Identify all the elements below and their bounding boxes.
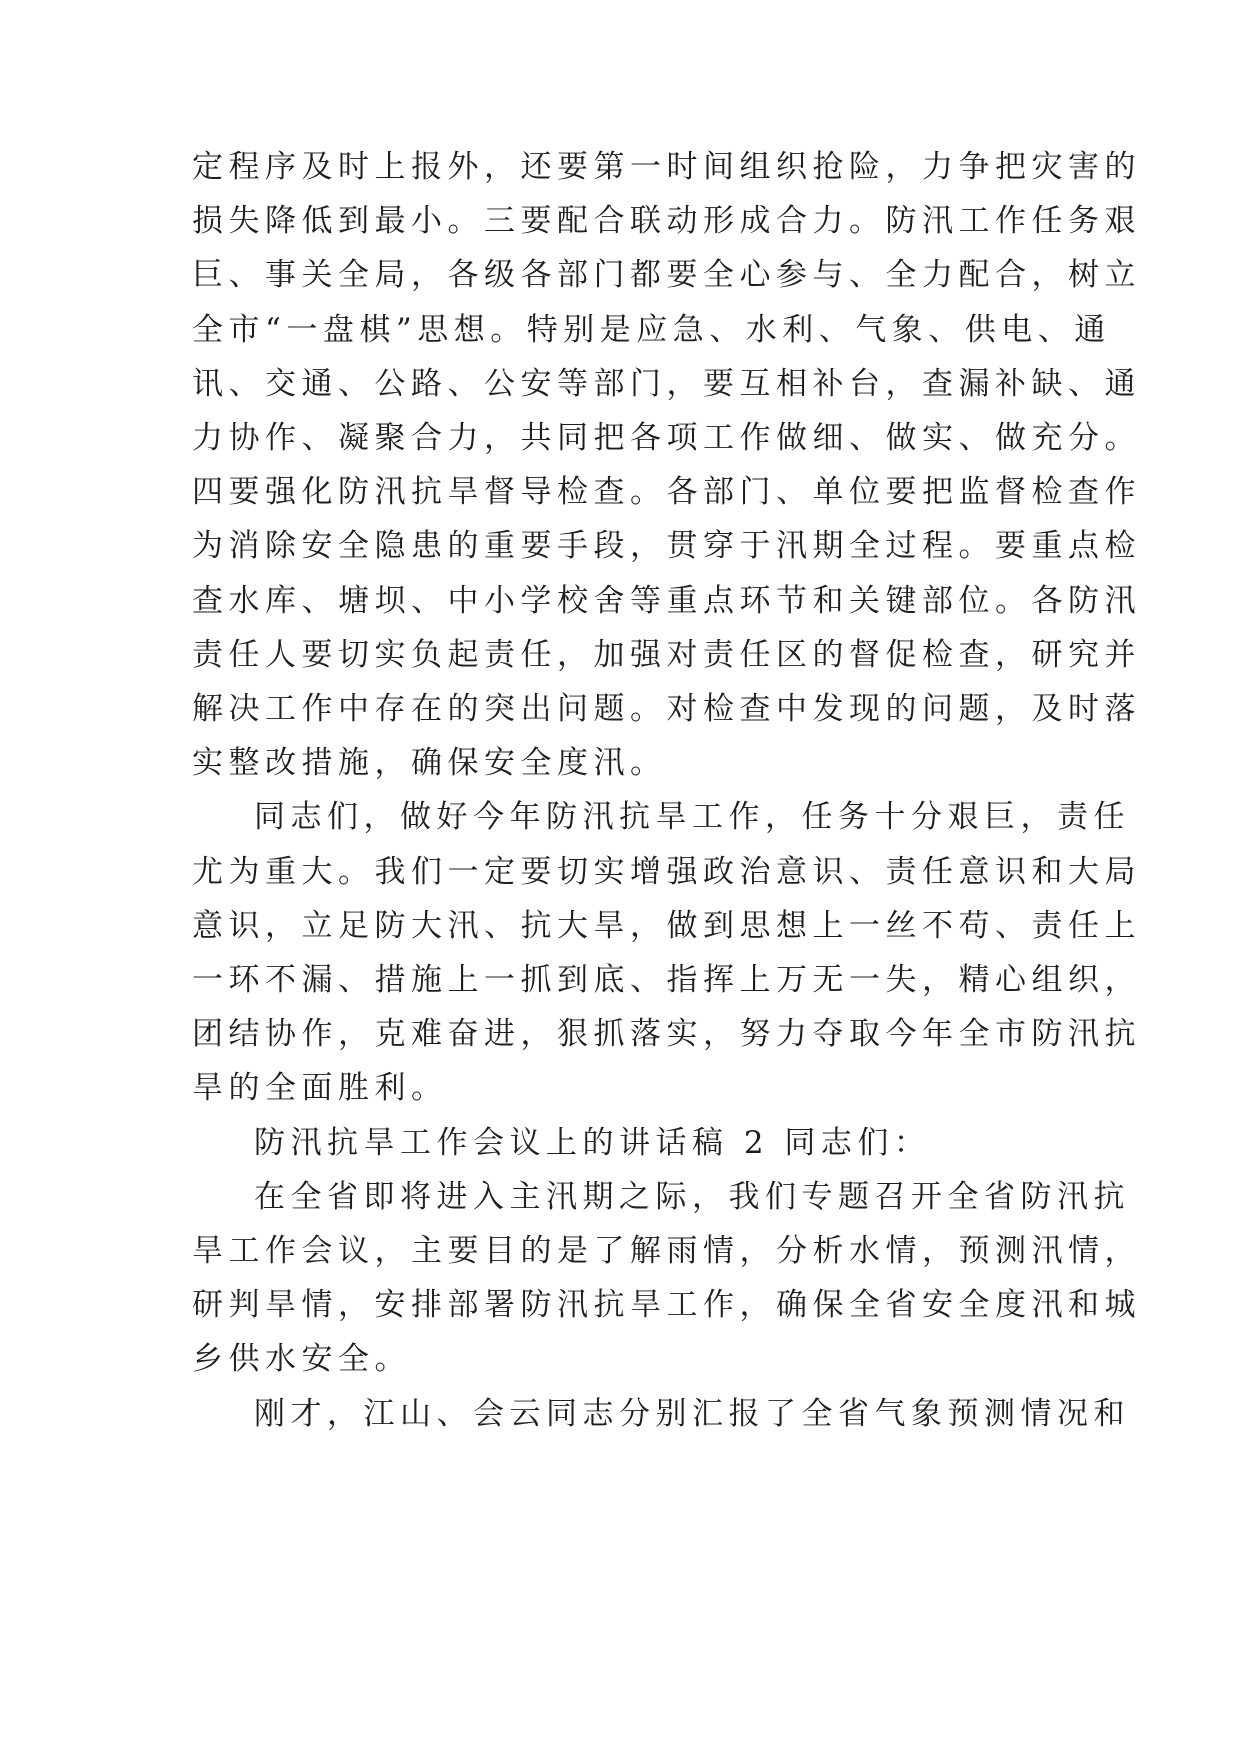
text-line: 乡供水安全。 [192, 1341, 411, 1378]
text-line: 防汛抗旱工作会议上的讲话稿 2 同志们： [254, 1124, 931, 1161]
text-line: 巨、事关全局，各级各部门都要全心参与、全力配合，树立 [192, 257, 1141, 294]
text-line: 旱工作会议，主要目的是了解雨情，分析水情，预测汛情， [192, 1233, 1141, 1269]
text-line: 实整改措施，确保安全度汛。 [192, 745, 667, 782]
text-line: 旱的全面胜利。 [192, 1070, 448, 1107]
text-line: 四要强化防汛抗旱督导检查。各部门、单位要把监督检查作 [192, 474, 1141, 511]
text-line: 责任人要切实负起责任，加强对责任区的督促检查，研究并 [192, 636, 1141, 673]
text-line: 定程序及时上报外，还要第一时间组织抢险，力争把灾害的 [192, 149, 1141, 185]
text-line: 尤为重大。我们一定要切实增强政治意识、责任意识和大局 [192, 853, 1141, 890]
text-line: 讯、交通、公路、公安等部门，要互相补台，查漏补缺、通 [192, 365, 1141, 402]
text-line: 同志们，做好今年防汛抗旱工作，任务十分艰巨，责任 [254, 799, 1130, 836]
document-body [192, 0, 1141, 1754]
text-line: 解决工作中存在的突出问题。对检查中发现的问题，及时落 [192, 691, 1141, 727]
text-line: 损失降低到最小。三要配合联动形成合力。防汛工作任务艰 [192, 203, 1141, 240]
text-line: 研判旱情，安排部署防汛抗旱工作，确保全省安全度汛和城 [192, 1287, 1141, 1324]
text-line: 为消除安全隐患的重要手段，贯穿于汛期全过程。要重点检 [192, 528, 1141, 565]
text-line: 意识，立足防大汛、抗大旱，做到思想上一丝不苟、责任上 [192, 907, 1141, 944]
text-line: 刚才，江山、会云同志分别汇报了全省气象预测情况和 [254, 1395, 1130, 1432]
text-line: 一环不漏、措施上一抓到底、指挥上万无一失，精心组织， [192, 962, 1141, 998]
text-line: 全市“一盘棋”思想。特别是应急、水利、气象、供电、通 [192, 311, 1111, 348]
text-line: 力协作、凝聚合力，共同把各项工作做细、做实、做充分。 [192, 420, 1141, 456]
text-line: 查水库、塘坝、中小学校舍等重点环节和关键部位。各防汛 [192, 582, 1141, 619]
text-line: 在全省即将进入主汛期之际，我们专题召开全省防汛抗 [254, 1178, 1130, 1215]
text-line: 团结协作，克难奋进，狠抓落实，努力夺取今年全市防汛抗 [192, 1016, 1141, 1053]
